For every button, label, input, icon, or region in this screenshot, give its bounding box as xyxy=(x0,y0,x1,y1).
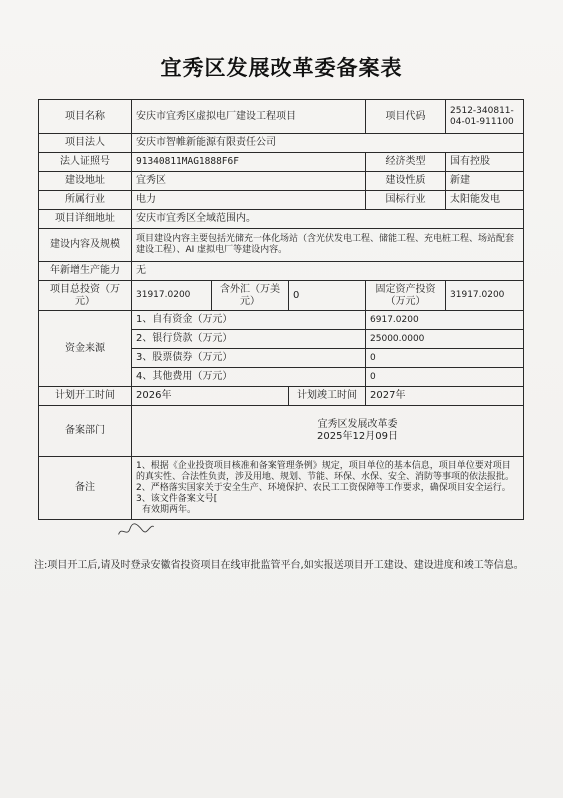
row-filing-dept xyxy=(39,406,524,457)
capacity-value: 无 xyxy=(132,262,524,281)
funding-item-value: 6917.0200 xyxy=(366,311,524,330)
capacity-label: 年新增生产能力 xyxy=(39,262,132,281)
row-industry xyxy=(39,191,524,210)
industry-label: 所属行业 xyxy=(39,191,132,210)
row-legal-entity xyxy=(39,134,524,153)
row-remarks xyxy=(39,457,524,520)
location-label: 建设地址 xyxy=(39,172,132,191)
filing-table xyxy=(38,99,524,520)
footnote: 注:项目开工后,请及时登录安徽省投资项目在线审批监管平台,如实报送项目开工建设、建设进度和竣工等信息。 xyxy=(34,560,524,571)
detail-address-value: 安庆市宜秀区全域范围内。 xyxy=(132,210,524,229)
handwritten-mark xyxy=(115,519,157,538)
start-time-value: 2026年 xyxy=(132,387,289,406)
filing-dept-name: 宜秀区发展改革委 xyxy=(317,419,398,430)
funding-item-label: 3、股票债券（万元） xyxy=(132,349,366,368)
filing-date: 2025年12月09日 xyxy=(317,431,398,442)
row-scope xyxy=(39,229,524,262)
project-name-value: 安庆市宜秀区虚拟电厂建设工程项目 xyxy=(132,100,366,134)
row-schedule xyxy=(39,387,524,406)
nature-value: 新建 xyxy=(446,172,524,191)
legal-cert-value: 91340811MAG1888F6F xyxy=(132,153,366,172)
national-industry-label: 国标行业 xyxy=(366,191,446,210)
scope-label: 建设内容及规模 xyxy=(39,229,132,262)
row-capacity xyxy=(39,262,524,281)
fixed-investment-label: 固定资产投资（万元） xyxy=(366,281,446,311)
econ-type-label: 经济类型 xyxy=(366,153,446,172)
funding-label: 资金来源 xyxy=(39,311,132,387)
remarks-last-line: 有效期两年。 xyxy=(142,504,197,515)
industry-value: 电力 xyxy=(132,191,366,210)
funding-item-label: 4、其他费用（万元） xyxy=(132,368,366,387)
project-name-label: 项目名称 xyxy=(39,100,132,134)
investment-label: 项目总投资（万元） xyxy=(39,281,132,311)
fixed-investment-value: 31917.0200 xyxy=(446,281,524,311)
row-investment xyxy=(39,281,524,311)
nature-label: 建设性质 xyxy=(366,172,446,191)
foreign-exchange-label: 含外汇（万美元） xyxy=(212,281,289,311)
remarks-cell xyxy=(132,457,524,520)
start-time-label: 计划开工时间 xyxy=(39,387,132,406)
legal-cert-label: 法人证照号 xyxy=(39,153,132,172)
filing-dept-cell xyxy=(132,406,524,457)
funding-item-value: 0 xyxy=(366,368,524,387)
investment-value: 31917.0200 xyxy=(132,281,212,311)
legal-entity-label: 项目法人 xyxy=(39,134,132,153)
national-industry-value: 太阳能发电 xyxy=(446,191,524,210)
funding-item-value: 25000.0000 xyxy=(366,330,524,349)
remarks-text: 1、根据《企业投资项目核准和备案管理条例》规定，项目单位的基本信息，项目单位要对项目的真实性、合法性负责，涉及用地、规划、节能、环保、水保、安全、消防等事项的依法报批。2、严格落实国家关于安全生产、环境保护、农民工工资保障等工作要求，确保项目安全运行。3、该文件备案文号[ xyxy=(136,460,515,504)
funding-item-label: 2、银行贷款（万元） xyxy=(132,330,366,349)
scope-value: 项目建设内容主要包括光储充一体化场站（含光伏发电工程、储能工程、充电桩工程、场站配套建设工程）、AI 虚拟电厂等建设内容。 xyxy=(132,229,524,262)
foreign-exchange-value: 0 xyxy=(289,281,366,311)
filing-dept-label: 备案部门 xyxy=(39,406,132,457)
funding-item-label: 1、自有资金（万元） xyxy=(132,311,366,330)
project-code-value: 2512-340811-04-01-911100 xyxy=(446,100,524,134)
detail-address-label: 项目详细地址 xyxy=(39,210,132,229)
econ-type-value: 国有控股 xyxy=(446,153,524,172)
end-time-value: 2027年 xyxy=(366,387,524,406)
page-title: 宜秀区发展改革委备案表 xyxy=(160,55,403,80)
remarks-label: 备注 xyxy=(39,457,132,520)
row-location xyxy=(39,172,524,191)
row-project-name xyxy=(39,100,524,134)
location-value: 宜秀区 xyxy=(132,172,366,191)
row-legal-cert xyxy=(39,153,524,172)
row-detail-address xyxy=(39,210,524,229)
project-code-label: 项目代码 xyxy=(366,100,446,134)
row-funding-1 xyxy=(39,311,524,330)
funding-item-value: 0 xyxy=(366,349,524,368)
legal-entity-value: 安庆市智帷新能源有限责任公司 xyxy=(132,134,524,153)
end-time-label: 计划竣工时间 xyxy=(289,387,366,406)
